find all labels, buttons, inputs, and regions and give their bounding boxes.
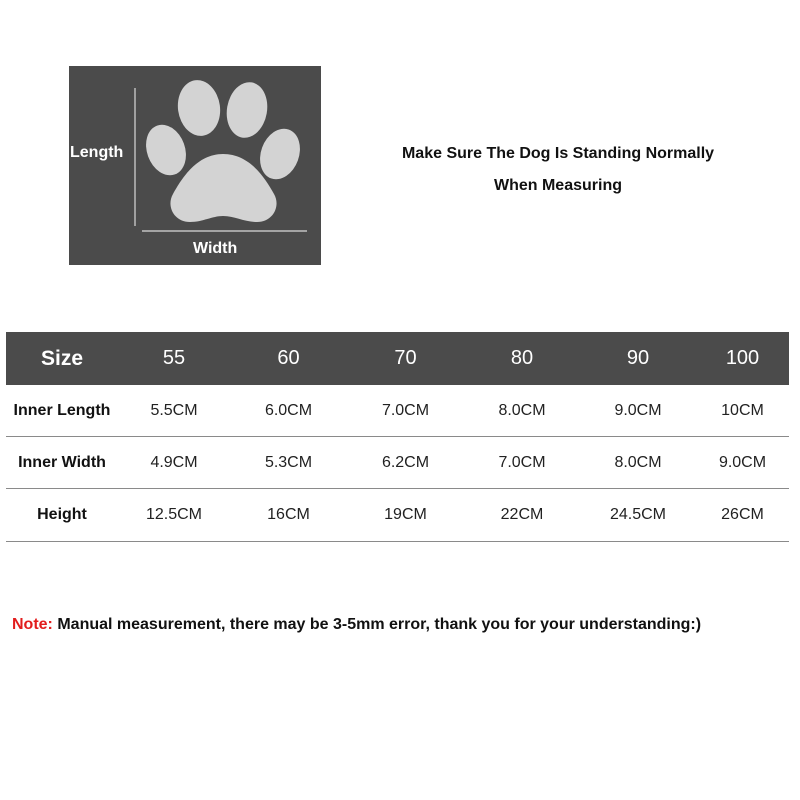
table-row	[6, 385, 789, 437]
table-header-cell: 80	[464, 332, 580, 385]
table-header-cell: 100	[696, 332, 789, 385]
table-cell: 8.0CM	[580, 437, 696, 489]
table-row	[6, 489, 789, 542]
table-header-cell: 70	[347, 332, 464, 385]
note-label: Note:	[12, 616, 53, 633]
note-text: Manual measurement, there may be 3-5mm error, thank you for your understanding:)	[52, 616, 702, 633]
measurement-note	[12, 616, 798, 634]
instruction-line-1: Make Sure The Dog Is Standing Normally	[401, 145, 715, 162]
table-cell: 6.0CM	[230, 385, 347, 437]
table-header-cell: 90	[580, 332, 696, 385]
width-label: Width	[193, 240, 238, 257]
table-cell: 7.0CM	[347, 385, 464, 437]
table-cell: 9.0CM	[696, 437, 789, 489]
table-cell: 8.0CM	[464, 385, 580, 437]
table-header-cell: Size	[6, 332, 118, 385]
length-label: Length	[70, 144, 124, 161]
size-chart-table	[6, 332, 789, 542]
row-label: Height	[6, 489, 118, 542]
table-cell: 24.5CM	[580, 489, 696, 542]
table-cell: 5.5CM	[118, 385, 230, 437]
toe-pad	[139, 119, 192, 181]
table-header-row	[6, 332, 789, 385]
instruction-line-2: When Measuring	[493, 177, 622, 194]
table-cell: 10CM	[696, 385, 789, 437]
table-cell: 19CM	[347, 489, 464, 542]
table-header-cell: 55	[118, 332, 230, 385]
row-label: Inner Length	[6, 385, 118, 437]
toe-pad	[222, 79, 271, 141]
table-header-cell: 60	[230, 332, 347, 385]
table-cell: 6.2CM	[347, 437, 464, 489]
table-cell: 26CM	[696, 489, 789, 542]
table-cell: 22CM	[464, 489, 580, 542]
table-row	[6, 437, 789, 489]
table-cell: 7.0CM	[464, 437, 580, 489]
paw-measurement-diagram	[69, 66, 321, 265]
row-label: Inner Width	[6, 437, 118, 489]
paw-icon	[69, 66, 321, 265]
table-cell: 5.3CM	[230, 437, 347, 489]
table-cell: 4.9CM	[118, 437, 230, 489]
table-cell: 16CM	[230, 489, 347, 542]
toe-pad	[174, 77, 223, 138]
measuring-instruction	[360, 138, 756, 202]
table-cell: 12.5CM	[118, 489, 230, 542]
table-cell: 9.0CM	[580, 385, 696, 437]
